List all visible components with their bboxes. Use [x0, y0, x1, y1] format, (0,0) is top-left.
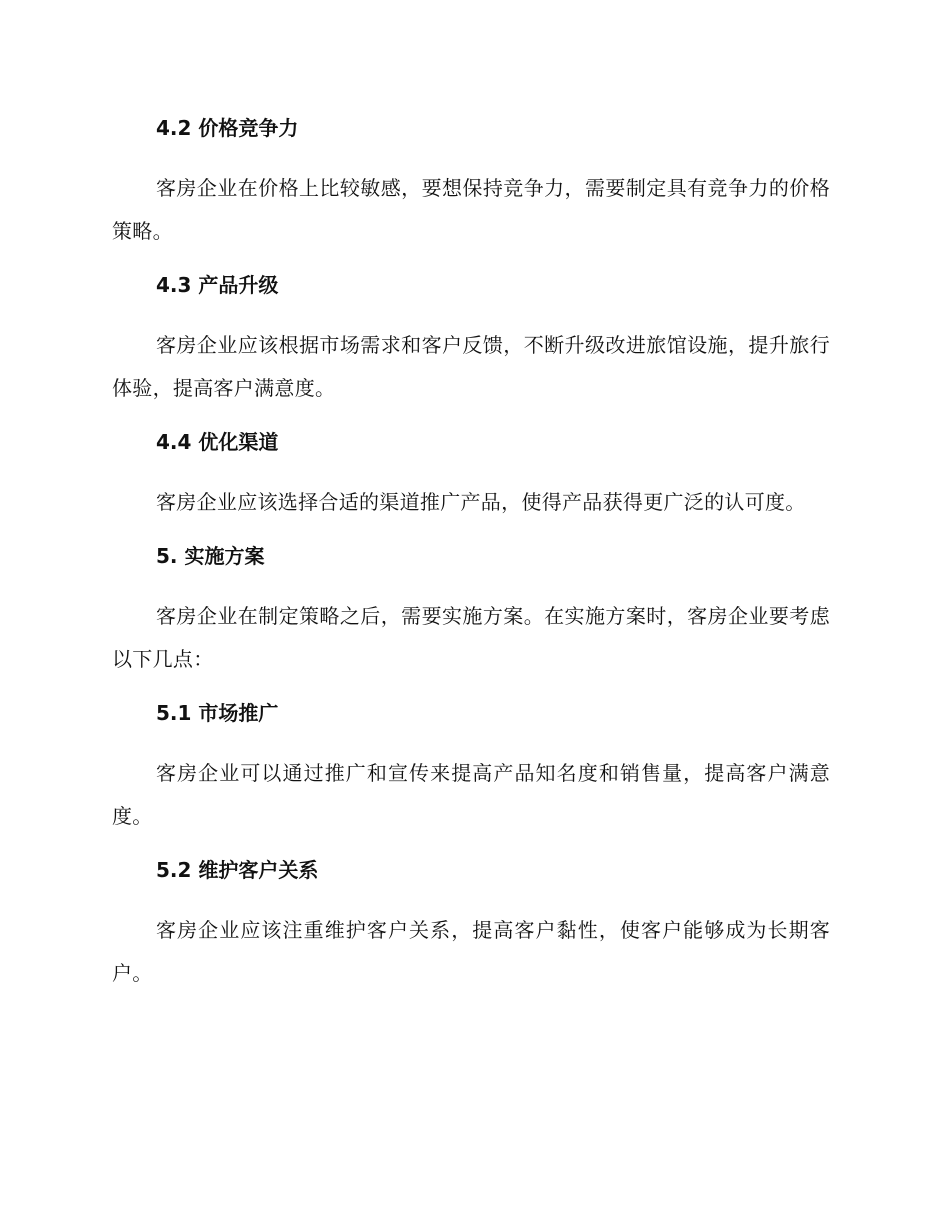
section-heading-4-3: 4.3 产品升级: [156, 273, 279, 297]
section-heading-4-4: 4.4 优化渠道: [156, 430, 279, 454]
section-paragraph-4-4: 客房企业应该选择合适的渠道推广产品，使得产品获得更广泛的认可度。: [156, 490, 806, 514]
section-paragraph-4-3: 客房企业应该根据市场需求和客户反馈，不断升级改进旅馆设施，提升旅行体验，提高客户满意度。: [112, 333, 830, 400]
section-paragraph-5-1: 客房企业可以通过推广和宣传来提高产品知名度和销售量，提高客户满意度。: [112, 761, 830, 828]
section-heading-5-1: 5.1 市场推广: [156, 701, 279, 725]
section-paragraph-4-2: 客房企业在价格上比较敏感，要想保持竞争力，需要制定具有竞争力的价格策略。: [112, 176, 830, 243]
section-heading-5-2: 5.2 维护客户关系: [156, 858, 319, 882]
section-heading-4-2: 4.2 价格竞争力: [156, 116, 299, 140]
document-body: [112, 112, 830, 995]
section-paragraph-5: 客房企业在制定策略之后，需要实施方案。在实施方案时，客房企业要考虑以下几点：: [112, 604, 830, 671]
section-heading-5: 5. 实施方案: [156, 544, 265, 568]
section-paragraph-5-2: 客房企业应该注重维护客户关系，提高客户黏性，使客户能够成为长期客户。: [112, 918, 830, 985]
